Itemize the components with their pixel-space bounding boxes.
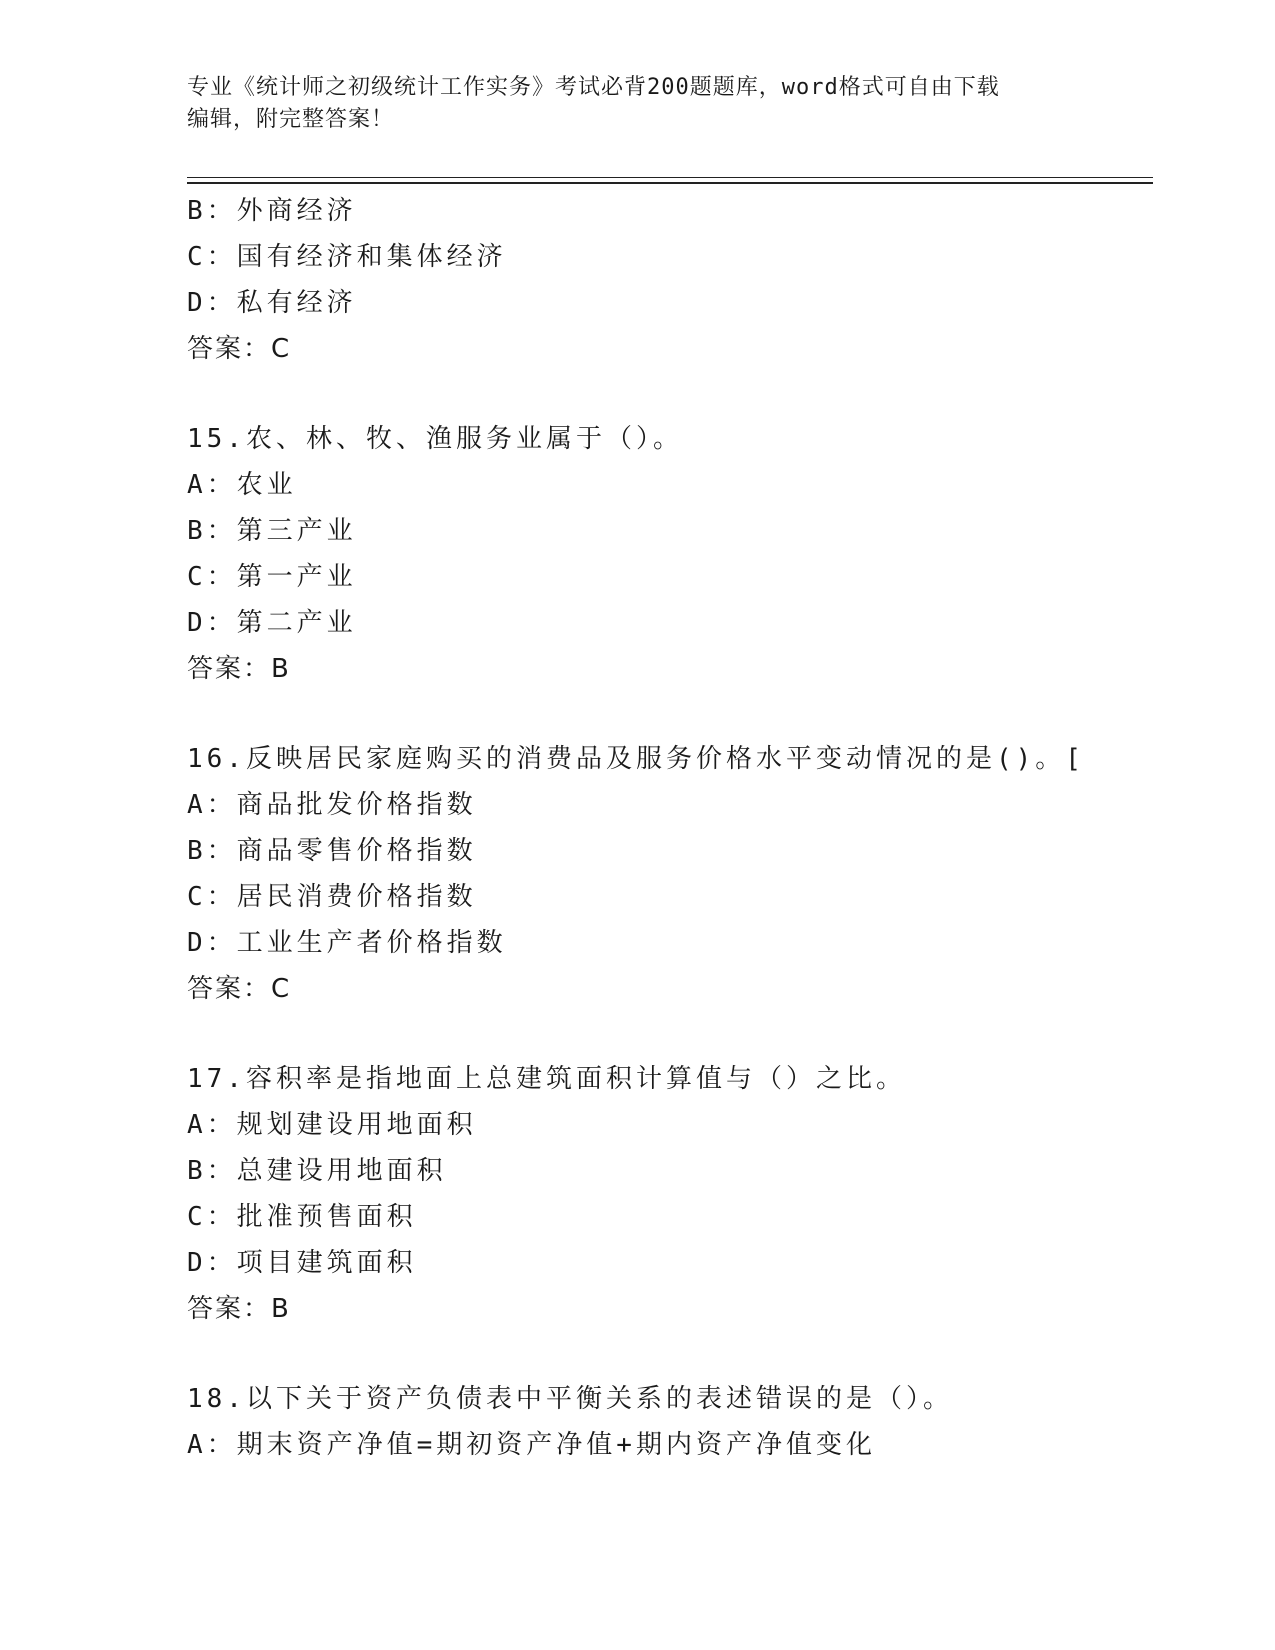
header-divider-thick [187, 182, 1153, 184]
question-block [187, 1376, 1153, 1468]
option-d: D：私有经济 [187, 288, 357, 318]
option-d: D：项目建筑面积 [187, 1248, 417, 1278]
option-b: B：外商经济 [187, 196, 357, 226]
answer-line: 答案：B [187, 1294, 291, 1324]
option-c: C：批准预售面积 [187, 1202, 417, 1232]
answer-line: 答案：C [187, 334, 292, 364]
header-line-2: 编辑，附完整答案！ [187, 107, 395, 132]
question-block [187, 1056, 1153, 1332]
question-text: 15.农、林、牧、渔服务业属于（）。 [187, 424, 683, 454]
option-a: A：期末资产净值=期初资产净值+期内资产净值变化 [187, 1430, 876, 1460]
question-text: 16.反映居民家庭购买的消费品及服务价格水平变动情况的是()。[ [187, 744, 1085, 774]
header-divider-thin [187, 177, 1153, 178]
answer-line: 答案：C [187, 974, 292, 1004]
answer-line: 答案：B [187, 654, 291, 684]
header-line-1: 专业《统计师之初级统计工作实务》考试必背200题题库，word格式可自由下载 [187, 75, 1000, 100]
option-a: A：规划建设用地面积 [187, 1110, 477, 1140]
question-block [187, 416, 1153, 692]
option-c: C：第一产业 [187, 562, 357, 592]
question-content [187, 188, 1153, 1468]
question-text: 18.以下关于资产负债表中平衡关系的表述错误的是（）。 [187, 1384, 953, 1414]
document-header [187, 72, 1087, 136]
option-a: A：农业 [187, 470, 297, 500]
option-c: C：国有经济和集体经济 [187, 242, 507, 272]
option-b: B：商品零售价格指数 [187, 836, 477, 866]
intro-block [187, 188, 1153, 372]
option-d: D：第二产业 [187, 608, 357, 638]
option-b: B：第三产业 [187, 516, 357, 546]
option-a: A：商品批发价格指数 [187, 790, 477, 820]
question-block [187, 736, 1153, 1012]
question-text: 17.容积率是指地面上总建筑面积计算值与（）之比。 [187, 1064, 906, 1094]
option-c: C：居民消费价格指数 [187, 882, 477, 912]
option-d: D：工业生产者价格指数 [187, 928, 507, 958]
option-b: B：总建设用地面积 [187, 1156, 447, 1186]
